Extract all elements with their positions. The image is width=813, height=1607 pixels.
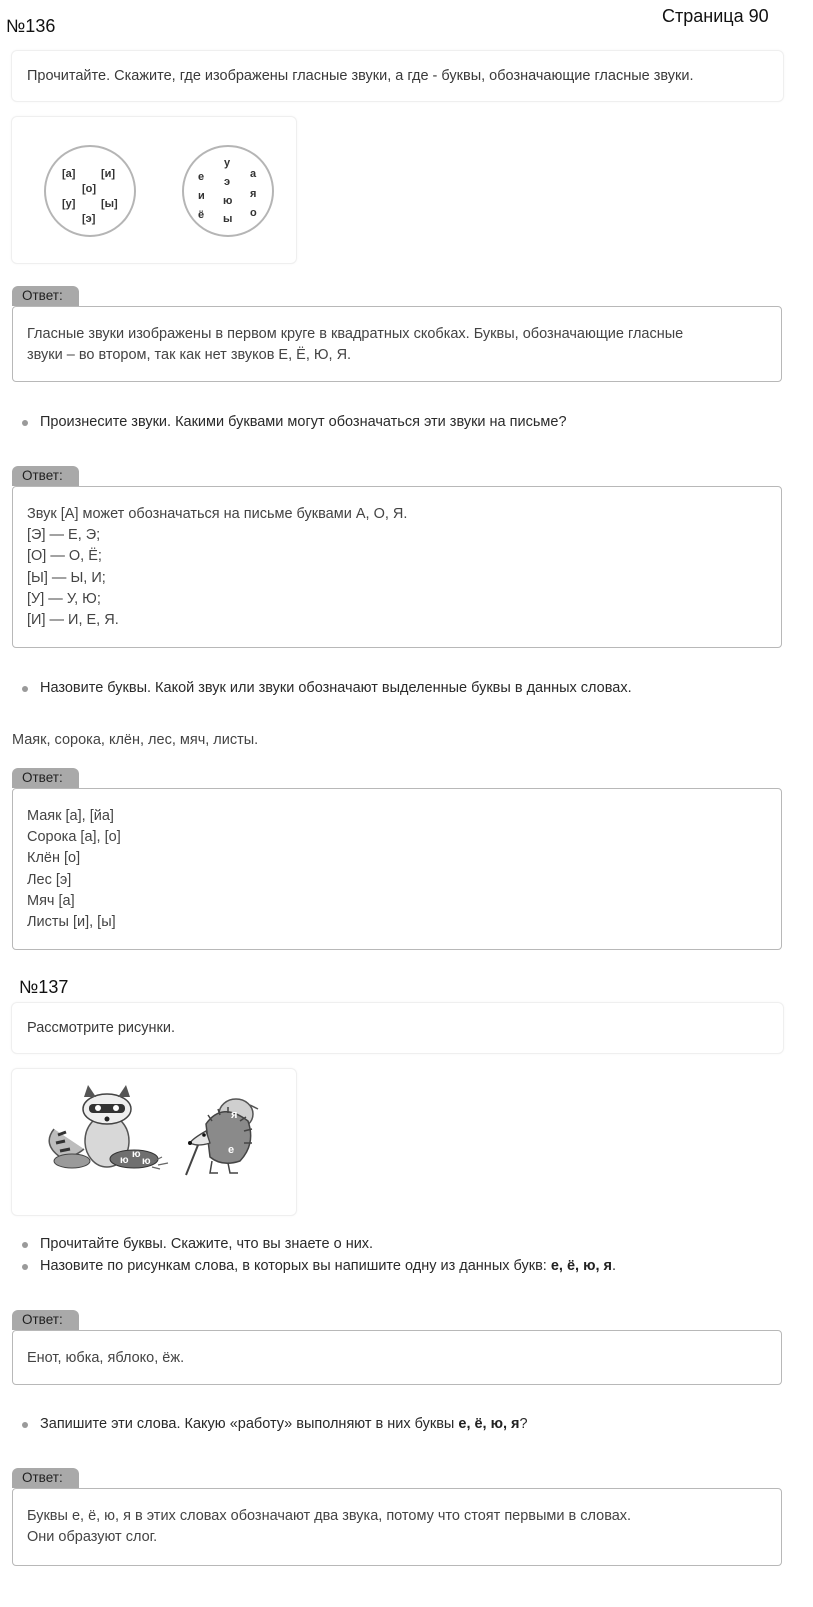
- answer-line: [Э] — Е, Э;: [27, 527, 101, 543]
- sound-e: [э]: [82, 213, 96, 225]
- question-text-end: ?: [519, 1416, 528, 1432]
- exercise-number-137: №137: [19, 977, 69, 997]
- answer-line: [У] — У, Ю;: [27, 591, 101, 607]
- task-card: [11, 1002, 784, 1054]
- question-text: [40, 1416, 528, 1432]
- answer-label: Ответ:: [12, 466, 79, 486]
- answer-line: Буквы е, ё, ю, я в этих словах обозначают два звука, потому что стоят первыми в словах.: [27, 1508, 632, 1524]
- answer-line: Гласные звуки изображены в первом круге в квадратных скобках. Буквы, обозначающие гласные: [27, 326, 684, 342]
- bullet-dot: [22, 1264, 28, 1270]
- answer-line: Клён [о]: [27, 850, 81, 866]
- answer-line: [Ы] — Ы, И;: [27, 570, 106, 586]
- bullet-dot: [22, 420, 28, 426]
- sound-o: [о]: [82, 183, 97, 195]
- hedgehog-letter: е: [228, 1144, 235, 1156]
- sound-a: [а]: [62, 168, 76, 180]
- answer-line: звуки – во втором, так как нет звуков Е, Ё, Ю, Я.: [27, 347, 352, 363]
- question-text-part: Запишите эти слова. Какую «работу» выполняют в них буквы: [40, 1416, 455, 1432]
- bullet-dot: [22, 1242, 28, 1248]
- question-text: Назовите буквы. Какой звук или звуки обозначают выделенные буквы в данных словах.: [40, 680, 632, 696]
- letter-y: ы: [223, 213, 233, 225]
- letter-a: а: [250, 168, 257, 180]
- answer-label: Ответ:: [12, 768, 79, 788]
- vowels-diagram: [12, 117, 296, 263]
- exercise-number-136: №136: [6, 16, 56, 36]
- bold-letters: е, ё, ю, я: [458, 1416, 520, 1432]
- answer-line: [О] — О, Ё;: [27, 548, 102, 564]
- bold-letters: е, ё, ю, я: [550, 1258, 613, 1274]
- answer-line: Они образуют слог.: [27, 1529, 158, 1545]
- answer-box: [12, 788, 782, 950]
- letter-u: у: [224, 157, 231, 169]
- answer-box: [12, 1488, 782, 1566]
- bullet-dot: [22, 1422, 28, 1428]
- question-text-end: .: [612, 1258, 617, 1274]
- answer-line: Мяч [а]: [27, 893, 75, 909]
- words-list: Маяк, сорока, клён, лес, мяч, листы.: [12, 732, 259, 748]
- letter-ya: я: [250, 188, 257, 200]
- question-text: Произнесите звуки. Какими буквами могут обозначаться эти звуки на письме?: [40, 414, 567, 430]
- task-card: [11, 50, 784, 102]
- task-text: Рассмотрите рисунки.: [27, 1020, 175, 1036]
- letter-yu: ю: [223, 195, 233, 207]
- image-card-vowels: [11, 116, 297, 264]
- answer-line: Звук [А] может обозначаться на письме буквами А, О, Я.: [27, 506, 408, 522]
- answer-line: Лес [э]: [27, 872, 72, 888]
- bullet-dot: [22, 686, 28, 692]
- letter-o: о: [250, 207, 257, 219]
- answer-line: Сорока [а], [о]: [27, 829, 121, 845]
- answer-line: Маяк [а], [йа]: [27, 808, 114, 824]
- skirt-letter: ю: [142, 1156, 151, 1167]
- hedgehog-illustration: [186, 1099, 258, 1175]
- image-card-animals: [11, 1068, 297, 1216]
- question-text: [40, 1258, 616, 1274]
- letter-e: э: [224, 176, 231, 188]
- answer-box: [12, 306, 782, 382]
- sound-y: [ы]: [101, 198, 118, 210]
- letter-ye: е: [198, 171, 205, 183]
- answer-label: Ответ:: [12, 1310, 79, 1330]
- task-text: Прочитайте. Скажите, где изображены гласные звуки, а где - буквы, обозначающие гласные звуки.: [27, 68, 694, 84]
- answer-box: [12, 1330, 782, 1385]
- sound-i: [и]: [101, 168, 116, 180]
- answer-label: Ответ:: [12, 1468, 79, 1488]
- question-text-part: Назовите по рисункам слова, в которых вы напишите одну из данных букв:: [40, 1258, 547, 1274]
- answer-line: Листы [и], [ы]: [27, 914, 116, 930]
- sound-u: [у]: [62, 198, 76, 210]
- animals-illustration: [12, 1069, 296, 1215]
- letter-yo: ё: [198, 209, 205, 221]
- apple-letter: я: [231, 1109, 238, 1121]
- answer-line: [И] — И, Е, Я.: [27, 612, 119, 628]
- letter-i: и: [198, 190, 205, 202]
- answer-label: Ответ:: [12, 286, 79, 306]
- answer-line: Енот, юбка, яблоко, ёж.: [27, 1350, 185, 1366]
- skirt-letter: ю: [120, 1155, 129, 1166]
- answer-box: [12, 486, 782, 648]
- skirt-letter: ю: [132, 1149, 141, 1160]
- page-number: Страница 90: [662, 6, 769, 26]
- question-text: Прочитайте буквы. Скажите, что вы знаете о них.: [40, 1236, 374, 1252]
